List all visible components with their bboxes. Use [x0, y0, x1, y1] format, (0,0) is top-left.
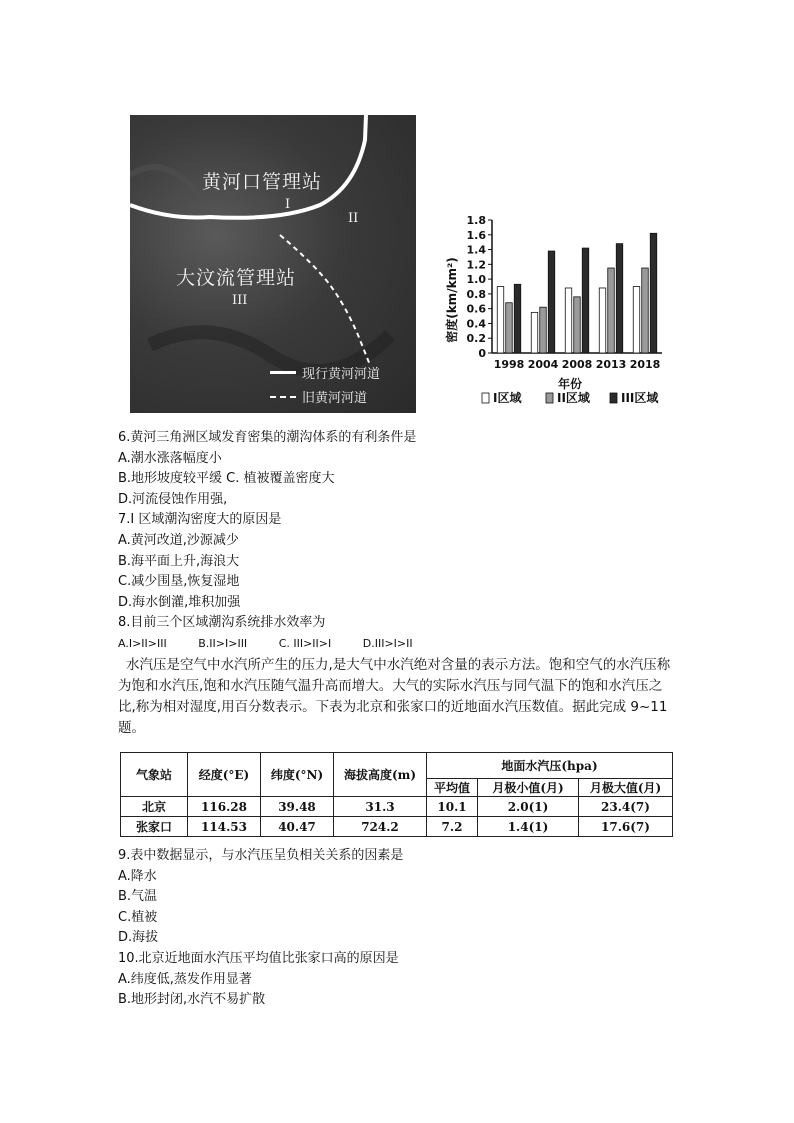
- y-tick-label: 1.4: [466, 243, 486, 257]
- question-6: 6.黄河三角洲区域发育密集的潮沟体系的有利条件是: [118, 430, 417, 445]
- y-tick-label: 1.6: [466, 228, 486, 242]
- question-8-option-c: C. III>II>I: [278, 636, 332, 650]
- question-8: 8.目前三个区域潮沟系统排水效率为: [118, 615, 326, 631]
- bar: [582, 248, 589, 353]
- legend-old-label: 旧黄河河道: [302, 391, 368, 406]
- legend-current-label: 现行黄河河道: [302, 367, 381, 382]
- question-9-option-d: D.海拔: [118, 930, 159, 946]
- question-7-option-b: B.海平面上升,海浪大: [118, 553, 240, 569]
- region-label-3: III: [232, 293, 248, 308]
- table-cell: 北京: [121, 797, 188, 817]
- station-label-dawenliu: 大汶流管理站: [176, 267, 297, 289]
- delta-map: [130, 115, 416, 413]
- y-tick-label: 1.8: [466, 214, 486, 227]
- bar: [565, 288, 572, 353]
- table-cell: 2.0(1): [478, 797, 579, 817]
- y-tick-label: 0.8: [466, 287, 486, 301]
- x-tick-label: 2004: [527, 358, 559, 371]
- question-8-option-d: D.III>I>II: [362, 636, 413, 650]
- vapor-pressure-table: [120, 752, 673, 837]
- y-tick-label: 0.6: [466, 302, 486, 316]
- table-cell: 116.28: [188, 797, 261, 817]
- bar: [497, 287, 504, 354]
- table-cell: 张家口: [121, 817, 188, 837]
- question-9-option-c: C.植被: [118, 909, 158, 925]
- table-cell: 724.2: [334, 817, 427, 837]
- table-cell: 17.6(7): [579, 817, 673, 837]
- col-avg: 平均值: [427, 779, 478, 797]
- question-6-option-d: D.河流侵蚀作用强,: [118, 491, 228, 507]
- col-altitude: 海拔高度(m): [334, 753, 427, 797]
- table-cell: 39.48: [261, 797, 334, 817]
- col-min: 月极小值(月): [478, 779, 579, 797]
- question-9: 9.表中数据显示，与水汽压呈负相关关系的因素是: [118, 848, 404, 863]
- col-max: 月极大值(月): [579, 779, 673, 797]
- region-label-1: I: [285, 197, 291, 212]
- bar: [540, 307, 547, 353]
- y-tick-label: 0: [478, 347, 486, 360]
- x-tick-label: 2018: [629, 358, 661, 371]
- bar: [506, 303, 513, 353]
- y-tick-label: 1.2: [466, 258, 486, 272]
- question-8-option-b: B.II>I>III: [198, 636, 248, 650]
- table-cell: 10.1: [427, 797, 478, 817]
- question-6-option-a: A.潮水涨落幅度小: [118, 450, 222, 466]
- table-cell: 7.2: [427, 817, 478, 837]
- x-tick-label: 2013: [595, 358, 627, 371]
- legend-label: III区域: [621, 391, 659, 405]
- legend-swatch: [610, 393, 617, 403]
- solid-line-icon: [270, 371, 296, 374]
- bar: [642, 268, 649, 353]
- bar: [574, 297, 581, 353]
- legend-swatch: [546, 393, 553, 403]
- questions-block-2: [118, 846, 678, 1011]
- question-7-option-c: C.减少围垦,恢复湿地: [118, 574, 240, 590]
- bar: [633, 287, 640, 354]
- question-7: 7.I 区域潮沟密度大的原因是: [118, 512, 282, 528]
- question-8-option-a: A.I>II>III: [118, 636, 167, 650]
- y-tick-label: 1.0: [466, 273, 486, 287]
- col-latitude: 纬度(°N): [261, 753, 334, 797]
- x-tick-label: 2008: [561, 358, 593, 371]
- region-label-2: II: [348, 211, 359, 226]
- legend-label: I区域: [493, 391, 522, 405]
- legend-swatch: [482, 393, 489, 403]
- bar: [650, 233, 657, 353]
- bar: [548, 251, 555, 353]
- question-6-option-bc: B.地形坡度较平缓 C. 植被覆盖密度大: [118, 471, 335, 487]
- bar: [514, 284, 521, 353]
- question-9-option-a: A.降水: [118, 868, 157, 884]
- questions-block: [118, 428, 678, 739]
- col-longitude: 经度(°E): [188, 753, 261, 797]
- question-8-options: [118, 634, 678, 655]
- question-10-option-a: A.纬度低,蒸发作用显著: [118, 971, 252, 987]
- table-cell: 23.4(7): [579, 797, 673, 817]
- table-cell: 31.3: [334, 797, 427, 817]
- table-cell: 40.47: [261, 817, 334, 837]
- chart-svg: [440, 210, 670, 420]
- legend-old-river: [270, 387, 367, 406]
- question-7-option-d: D.海水倒灌,堆积加强: [118, 594, 241, 610]
- table-cell: 1.4(1): [478, 817, 579, 837]
- col-group-vapor: 地面水汽压(hpa): [427, 753, 673, 779]
- question-7-option-a: A.黄河改道,沙源减少: [118, 532, 239, 548]
- station-label-huanghekou: 黄河口管理站: [202, 171, 323, 193]
- bar: [599, 288, 606, 353]
- table-cell: 114.53: [188, 817, 261, 837]
- dashed-line-icon: [270, 396, 296, 398]
- question-10-option-b: B.地形封闭,水汽不易扩散: [118, 992, 266, 1008]
- chart-ylabel: 密度(km/km²): [445, 257, 459, 343]
- chart-xlabel: 年份: [557, 377, 583, 391]
- table-row: [121, 817, 673, 837]
- question-9-option-b: B.气温: [118, 889, 158, 905]
- bar: [616, 244, 623, 353]
- y-tick-label: 0.2: [466, 332, 486, 346]
- intro-paragraph: 水汽压是空气中水汽所产生的压力,是大气中水汽绝对含量的表示方法。饱和空气的水汽压称为饱和水汽压,饱和水汽压随气温升高而增大。大气的实际水汽压与同气温下的饱和水汽压之比,称为相对湿度,用百分数表示。下表为北京和张家口的近地面水汽压数值。据此完成 9~11 题。: [118, 656, 671, 736]
- x-tick-label: 1998: [493, 358, 525, 371]
- legend-label: II区域: [557, 391, 590, 405]
- old-river-line: [280, 235, 370, 365]
- table-row: [121, 797, 673, 817]
- y-tick-label: 0.4: [466, 317, 486, 331]
- question-10: 10.北京近地面水汽压平均值比张家口高的原因是: [118, 950, 399, 966]
- legend-current-river: [270, 363, 380, 382]
- bar: [608, 268, 615, 353]
- density-bar-chart: [440, 210, 670, 424]
- bar: [531, 312, 538, 353]
- col-station: 气象站: [121, 753, 188, 797]
